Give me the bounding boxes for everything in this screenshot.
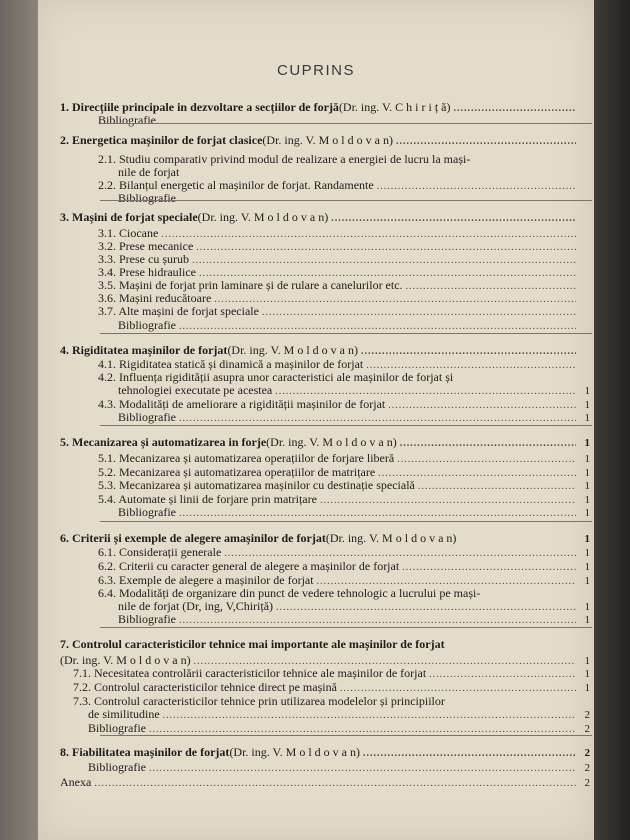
toc-page-number: 1 xyxy=(584,467,590,479)
toc-entry-title: 3.5. Mașini de forjat prin laminare și de rulare a canelurilor etc. xyxy=(98,278,403,292)
toc-entry-title: 6.3. Exemple de alegere a mașinilor de forjat xyxy=(98,573,314,587)
toc-page-number: 1 xyxy=(584,399,590,411)
toc-page-number: 1 xyxy=(584,575,590,587)
toc-entry xyxy=(60,775,590,791)
toc-page-number: 1 xyxy=(584,533,590,545)
toc-entry xyxy=(118,318,590,334)
toc-page-number: 2 xyxy=(584,723,590,735)
toc-leader-dots xyxy=(331,212,576,226)
toc-entry xyxy=(60,435,590,451)
toc-page-number: 2 xyxy=(584,709,590,721)
toc-entry-title: Bibliografie xyxy=(88,721,146,735)
toc-entry-title: 3. Mașini de forjat speciale xyxy=(60,210,198,224)
toc-entry-title: 4.2. Influența rigidității asupra unor caracteristici ale mașinilor de forjat și xyxy=(98,370,454,384)
toc-entry-title: 4.3. Modalități de ameliorare a rigidității mașinilor de forjat xyxy=(98,397,386,411)
toc-leader-dots xyxy=(179,320,576,334)
section-divider xyxy=(100,425,592,426)
toc-entry-title: 7.3. Controlul caracteristicilor tehnice prin utilizarea modelelor și principiilor xyxy=(73,694,445,708)
toc-entry-title: (Dr. ing. V. M o l d o v a n) xyxy=(60,653,191,667)
toc-entry xyxy=(60,637,590,653)
toc-leader-dots xyxy=(400,437,576,451)
toc-entry-title: 5.2. Mecanizarea și automatizarea operațiilor de matrițare xyxy=(98,465,376,479)
toc-entry-title: Bibliografie xyxy=(88,760,146,774)
toc-entry-author: (Dr. ing. V. M o l d o v a n) xyxy=(227,343,358,357)
toc-page-number: 2 xyxy=(584,762,590,774)
toc-entry xyxy=(60,745,590,761)
toc-entry-title: 5.3. Mecanizarea și automatizarea mașinilor cu destinație specială xyxy=(98,478,415,492)
toc-entry-title: 1. Direcțiile principale in dezvoltare a secțiilor de forjă xyxy=(60,100,339,114)
toc-entry-title: 7.2. Controlul caracteristicilor tehnice direct pe mașină xyxy=(73,680,337,694)
toc-page-number: 1 xyxy=(584,655,590,667)
toc-leader-dots xyxy=(179,614,576,628)
toc-entry-title: Bibliografie xyxy=(118,410,176,424)
toc-entry-title: 2. Energetica mașinilor de forjat clasice xyxy=(60,133,263,147)
toc-entry-title: 3.4. Prese hidraulice xyxy=(98,265,196,279)
toc-page-number: 1 xyxy=(584,412,590,424)
toc-leader-dots xyxy=(149,762,576,776)
toc-entry-title: 5.4. Automate și linii de forjare prin matrițare xyxy=(98,492,317,506)
section-divider xyxy=(100,123,592,124)
toc-entry-author: (Dr. ing. V. C h i r i ț ă) xyxy=(338,100,451,114)
toc-entry-title: Bibliografie xyxy=(118,318,176,332)
section-divider xyxy=(100,521,592,522)
toc-page-number: 1 xyxy=(584,437,590,449)
section-divider xyxy=(100,627,592,628)
toc-entry-author: (Dr. ing. V. M o l d o v a n) xyxy=(266,435,397,449)
left-background xyxy=(0,0,38,840)
toc-entry-author: (Dr. ing. V. M o l d o v a n) xyxy=(229,745,360,759)
toc-entry-title: nile de forjat xyxy=(118,165,180,179)
toc-page-number: 1 xyxy=(584,507,590,519)
toc-entry-title: 6.2. Criterii cu caracter general de alegere a mașinilor de forjat xyxy=(98,559,400,573)
toc-entry-title: 3.7. Alte mașini de forjat speciale xyxy=(98,304,259,318)
toc-entry-title: 5.1. Mecanizarea și automatizarea operațiilor de forjare liberă xyxy=(98,451,395,465)
toc-entry-title: nile de forjat (Dr, ing, V,Chiriță) xyxy=(118,599,274,613)
toc-entry-title: Anexa xyxy=(60,775,92,789)
toc-entry-title: Bibliografie xyxy=(118,505,176,519)
toc-entry-title: 8. Fiabilitatea mașinilor de forjat xyxy=(60,745,230,759)
toc-entry xyxy=(118,612,590,628)
section-divider xyxy=(100,735,592,736)
toc-entry-title: 2.2. Bilanțul energetic al mașinilor de forjat. Randamente xyxy=(98,178,374,192)
toc-page-number: 1 xyxy=(584,547,590,559)
toc-entry xyxy=(98,113,590,129)
toc-entry-title: 7.1. Necesitatea controlării caracteristicilor tehnice ale mașinilor de forjat xyxy=(73,666,427,680)
toc-page-number: 1 xyxy=(584,561,590,573)
toc-entry-title: tehnologiei executate pe acestea xyxy=(118,383,273,397)
section-divider xyxy=(100,200,592,201)
toc-entry-title: Bibliografie xyxy=(118,612,176,626)
toc-entry-title: 3.1. Ciocane xyxy=(98,226,159,240)
section-divider xyxy=(100,333,592,334)
toc-entry xyxy=(60,210,590,226)
table-of-contents xyxy=(38,0,594,840)
toc-entry-title: 3.6. Mașini reducătoare xyxy=(98,291,212,305)
toc-entry xyxy=(88,760,590,776)
toc-page-number: 1 xyxy=(584,668,590,680)
toc-entry-title: de similitudine xyxy=(88,707,160,721)
toc-entry xyxy=(118,191,590,207)
toc-entry-title: 6.1. Considerații generale xyxy=(98,545,222,559)
toc-page-number: 1 xyxy=(584,385,590,397)
toc-page-number: 1 xyxy=(584,682,590,694)
toc-entry xyxy=(60,133,590,149)
toc-page-number: 2 xyxy=(584,747,590,759)
toc-entry-title: 4. Rigiditatea mașinilor de forjat xyxy=(60,343,228,357)
toc-page-number: 1 xyxy=(584,601,590,613)
toc-entry-title: Bibliografie xyxy=(118,191,176,205)
toc-entry xyxy=(118,505,590,521)
toc-leader-dots xyxy=(396,135,576,149)
toc-entry-author: (Dr. ing. V. M o l d o v a n) xyxy=(197,210,329,224)
toc-entry-title: 6. Criterii și exemple de alegere amașinilor de forjat xyxy=(60,531,326,545)
toc-entry-title: 3.3. Prese cu șurub xyxy=(98,252,189,266)
toc-entry-title: 3.2. Prese mecanice xyxy=(98,239,194,253)
toc-entry-author: (Dr. ing. V. M o l d o v a n) xyxy=(262,133,393,147)
toc-page-number: 2 xyxy=(584,777,590,789)
toc-leader-dots xyxy=(179,412,576,426)
toc-entry-title: 5. Mecanizarea și automatizarea in forje xyxy=(60,435,267,449)
toc-entry-title: 2.1. Studiu comparativ privind modul de realizare a energiei de lucru la mași- xyxy=(98,152,471,166)
toc-page-number: 1 xyxy=(584,453,590,465)
toc-entry-title: Bibliografie xyxy=(98,113,156,127)
toc-page-number: 1 xyxy=(584,614,590,626)
book-page xyxy=(38,0,594,840)
toc-entry-author: (Dr. ing. V. M o l d o v a n) xyxy=(325,531,457,545)
toc-leader-dots xyxy=(363,747,576,761)
toc-entry-title: 7. Controlul caracteristicilor tehnice mai importante ale mașinilor de forjat xyxy=(60,637,445,651)
toc-entry-title: 4.1. Rigiditatea statică și dinamică a mașinilor de forjat xyxy=(98,357,364,371)
toc-leader-dots xyxy=(179,507,576,521)
toc-entry xyxy=(118,410,590,426)
toc-entry-title: 6.4. Modalități de organizare din punct de vedere tehnologic a lucrului pe mași- xyxy=(98,586,481,600)
toc-page-number: 1 xyxy=(584,494,590,506)
right-background xyxy=(594,0,630,840)
page-title: CUPRINS xyxy=(276,62,355,79)
toc-page-number: 1 xyxy=(584,480,590,492)
toc-leader-dots xyxy=(94,777,576,791)
